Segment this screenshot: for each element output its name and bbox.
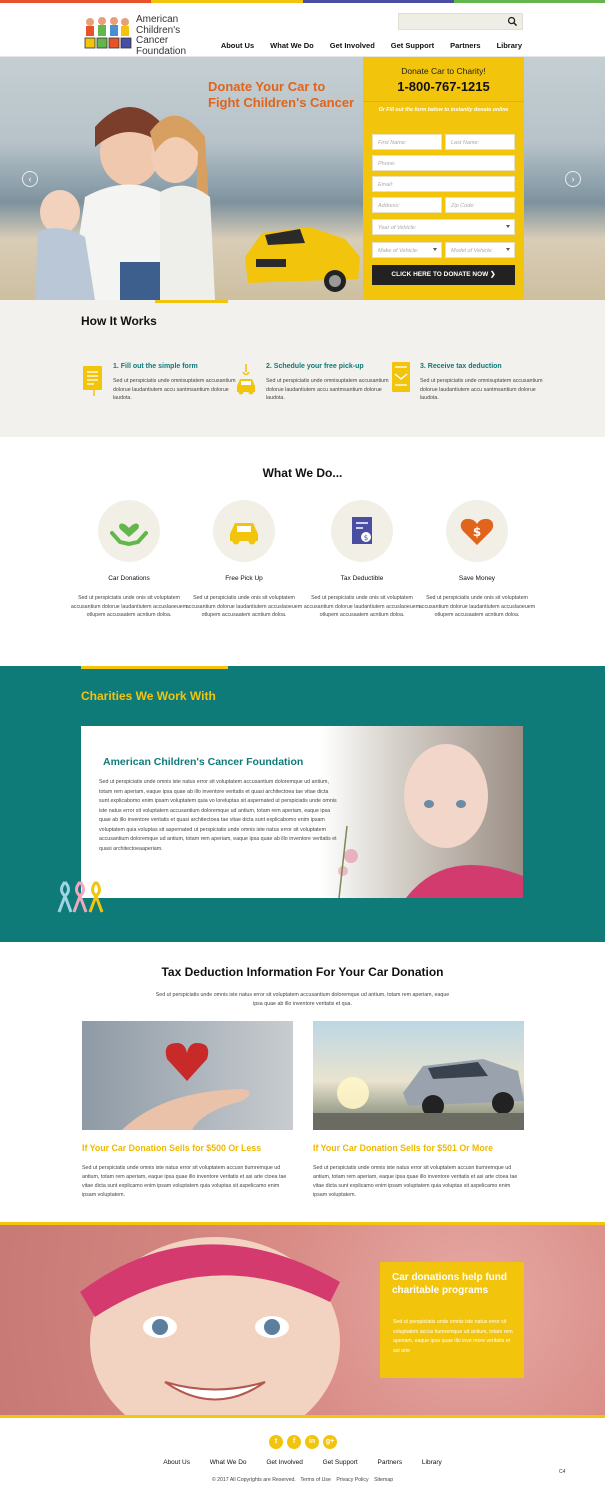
heart-in-hand-photo [82,1021,293,1130]
promo-bottom-line [0,1415,605,1418]
chevron-down-icon [506,248,510,251]
tax-info-subtitle: Sed ut perspiciatis unde omnis iste natus error sit voluptatem accusantium doloremque ud antium, totam rem aperiam, eaque ipsa quae ab illo inventore veritatis et qua. [155,992,450,1007]
car-icon [213,500,275,562]
slider-next-arrow-icon[interactable]: › [565,171,581,187]
charity-card[interactable] [81,726,523,898]
promo-callout [380,1262,524,1378]
footer-nav-what-we-do[interactable]: What We Do [209,1459,247,1466]
form-subheading: Or Fill out the form below to instantly donate online [378,107,509,113]
nav-library[interactable]: Library [496,41,522,50]
footer-nav-partners[interactable]: Partners [377,1459,403,1466]
step-3-text: Sed ut perspiciatis unde omnisuptatem accusantium dolorue laudantiutem accu santmsantium dolorue laudota. [420,378,543,401]
vehicle-make-select[interactable] [372,242,442,258]
facebook-icon[interactable]: f [287,1435,301,1449]
step-2-text: Sed ut perspiciatis unde omnisuptatem accusantium dolorue laudantiutem accu santmsantium dolorue laudota. [266,378,389,401]
logo-line: Children's [136,24,181,36]
terms-link[interactable]: Terms of Use [300,1477,331,1483]
section-accent-bar [155,300,228,303]
email-field[interactable]: Email: [372,176,515,192]
vehicle-model-select[interactable] [445,242,515,258]
vehicle-year-select[interactable] [372,219,515,235]
nav-get-support[interactable]: Get Support [390,41,435,50]
document-dollar-icon [331,500,393,562]
copyright-line [0,1477,605,1483]
wwd-item-name: Car Donations [108,575,150,582]
heart-hands-icon [98,500,160,562]
how-it-works-title: How It Works [81,314,157,328]
tax-right-heading: If Your Car Donation Sells for $501 Or More [313,1143,494,1153]
tax-left-text: Sed ut perspiciatis unde omnis iste natus error sit voluptatem accusn tiumremque ud antium, totam rem aperiam, eaque ipsa quae illo inventore veritatis et asi arte ctoea tae vitae dicta sunt explicamo enim ipsam voluptatem quia voluptas sit aspelicamo enim ipsam voluptatem. [82,1165,287,1198]
logo-line: Cancer [136,35,169,46]
form-phone[interactable]: 1-800-767-1215 [397,79,490,94]
slider-prev-arrow-icon[interactable]: ‹ [22,171,38,187]
chevron-down-icon [433,248,437,251]
hero-title [208,79,368,111]
hero-title-line: Fight Children's Cancer [208,95,355,110]
form-icon [82,364,104,398]
main-nav [221,41,522,50]
chevron-down-icon [506,225,510,228]
hero-title-line: Donate Your Car to [208,79,326,94]
zip-code-field[interactable]: Zip Code: [445,197,515,213]
svg-text:$: $ [363,534,369,542]
logo-line: American [136,14,179,25]
tow-truck-icon [235,362,257,396]
receipt-icon [390,360,412,394]
step-3-title: 3. Receive tax deduction [420,363,502,370]
vehicle-year-label: Year of Vehicle: [378,225,417,231]
tax-info-title: Tax Deduction Information For Your Car Donation [161,965,444,979]
footer-badge: C4 [559,1469,566,1475]
address-field[interactable]: Address: [372,197,442,213]
charity-card-title: American Children's Cancer Foundation [103,756,304,768]
search-input[interactable] [398,13,523,30]
charities-title: Charities We Work With [81,689,216,703]
smiling-girl-photo [0,1222,380,1418]
charity-card-text: Sed ut perspiciatis unde omnis iste natus error sit voluptatem accusantium doloremque ud antium, totam rem aperiam, eaque ipsa quae ab illo inventore veritatis et quasi architectoea tae vitae dicta sunt explicabomo enim ipsam voluptatem quia vo loreluptas sit aspernated ut perspiciatis unde omnis iste natus error sit voluptatem accusantium doloremque ud antium, totam rem aperiam, eaque ipsa quae ab illo inventore veritatis et quasi architectoea tae vitae dicta sunt explicabomo enim ipsam voluptatem quia voluptas sit aspernated ut perspiciatis unde omnis iste natus error sit voluptatem accusantium doloremque ud antium, totam rem aperiam, eaque ipsa quae ab illo inventore veritatis et quasi architectoeaaperiam. [99,779,337,852]
googleplus-icon[interactable]: g+ [323,1435,337,1449]
step-2-title: 2. Schedule your free pick-up [266,363,364,370]
save-money-circle[interactable] [446,500,508,562]
twitter-icon[interactable]: t [269,1435,283,1449]
vehicle-model-label: Model of Vehicle: [451,248,493,254]
footer-nav-get-support[interactable]: Get Support [322,1459,358,1466]
donate-now-button[interactable]: CLICK HERE TO DONATE NOW ❯ [372,265,515,285]
car-sunset-photo [313,1021,524,1130]
nav-partners[interactable]: Partners [450,41,481,50]
svg-text:$: $ [472,525,482,539]
sitemap-link[interactable]: Sitemap [374,1477,394,1483]
linkedin-icon[interactable]: in [305,1435,319,1449]
logo-text[interactable] [136,15,216,57]
phone-field[interactable]: Phone: [372,155,515,171]
last-name-field[interactable]: Last Name: [445,134,515,150]
form-divider [363,101,524,102]
promo-top-line [0,1222,605,1225]
free-pickup-circle[interactable] [213,500,275,562]
tax-left-heading: If Your Car Donation Sells for $500 Or Less [82,1143,262,1153]
privacy-link[interactable]: Privacy Policy [336,1477,369,1483]
tax-right-text: Sed ut perspiciatis unde omnis iste natus error sit voluptatem accusn tiumremque ud antium, totam rem aperiam, eaque ipsa quae illo inventore veritatis et asi arte ctoea tae vitae dicta sunt explicamo enim ipsam voluptatem quia voluptas sit aspelicamo enim ipsam voluptatem. [313,1165,518,1198]
wwd-item-name: Tax Deductible [340,575,384,582]
search-icon[interactable] [507,16,518,27]
vehicle-make-label: Make of Vehicle: [378,248,419,254]
awareness-ribbons-icon [56,880,108,914]
charity-photo [321,726,523,898]
wwd-item-text: Sed ut perspiciatis unde onis sit voluptatem accusantium dolorue laudantiutem accuslaoeuem otlupem accusaatem acntium doloa. [70,595,188,618]
wwd-item-name: Free Pick Up [225,575,263,582]
tax-deductible-circle[interactable] [331,500,393,562]
wwd-item-text: Sed ut perspiciatis unde onis sit voluptatem accusantium dolorue laudantiutem accuslaoeuem otlupem accusaatem acntium doloa. [418,595,536,618]
form-heading: Donate Car to Charity! [401,66,486,76]
footer-nav-get-involved[interactable]: Get Involved [266,1459,303,1466]
site-header [0,3,605,57]
promo-text: Sed ut perspiciatis unde omnis iste natus error sit voluptatem accus tiumremque ud antium, totam rem aperiam, eaque ipsa quae illo inve more veritatis et asi arte [393,1319,513,1354]
nav-what-we-do[interactable]: What We Do [270,41,314,50]
logo-kids-icon[interactable] [82,14,132,50]
form-header [363,57,524,103]
copyright-text: © 2017 All Copyrights are Reserved. [211,1477,296,1483]
section-accent-bar [81,666,228,669]
footer-nav-about-us[interactable]: About Us [163,1459,190,1466]
nav-about-us[interactable]: About Us [220,41,255,50]
wwd-item-name: Save Money [458,575,496,582]
first-name-field[interactable]: First Name: [372,134,442,150]
footer-nav [0,1459,605,1466]
logo-line: Foundation [136,45,187,57]
nav-get-involved[interactable]: Get Involved [329,41,375,50]
wwd-item-text: Sed ut perspiciatis unde onis sit voluptatem accusantium dolorue laudantiutem accuslaoeuem otlupem accusaatem acntium doloa. [185,595,303,618]
donation-form [363,57,524,300]
promo-heading: Car donations help fund charitable programs [392,1272,507,1296]
car-donations-circle[interactable] [98,500,160,562]
step-1-title: 1. Fill out the simple form [113,363,198,370]
wwd-item-text: Sed ut perspiciatis unde onis sit voluptatem accusantium dolorue laudantiutem accuslaoeuem otlupem accusaatem acntium doloa. [303,595,421,618]
footer-nav-library[interactable]: Library [421,1459,442,1466]
what-we-do-title: What We Do... [262,466,343,480]
heart-dollar-icon [446,500,508,562]
step-1-text: Sed ut perspiciatis unde omnisuptatem accusantium dolorue laudantiutem accu santmsantium dolorue laudota. [113,378,236,401]
